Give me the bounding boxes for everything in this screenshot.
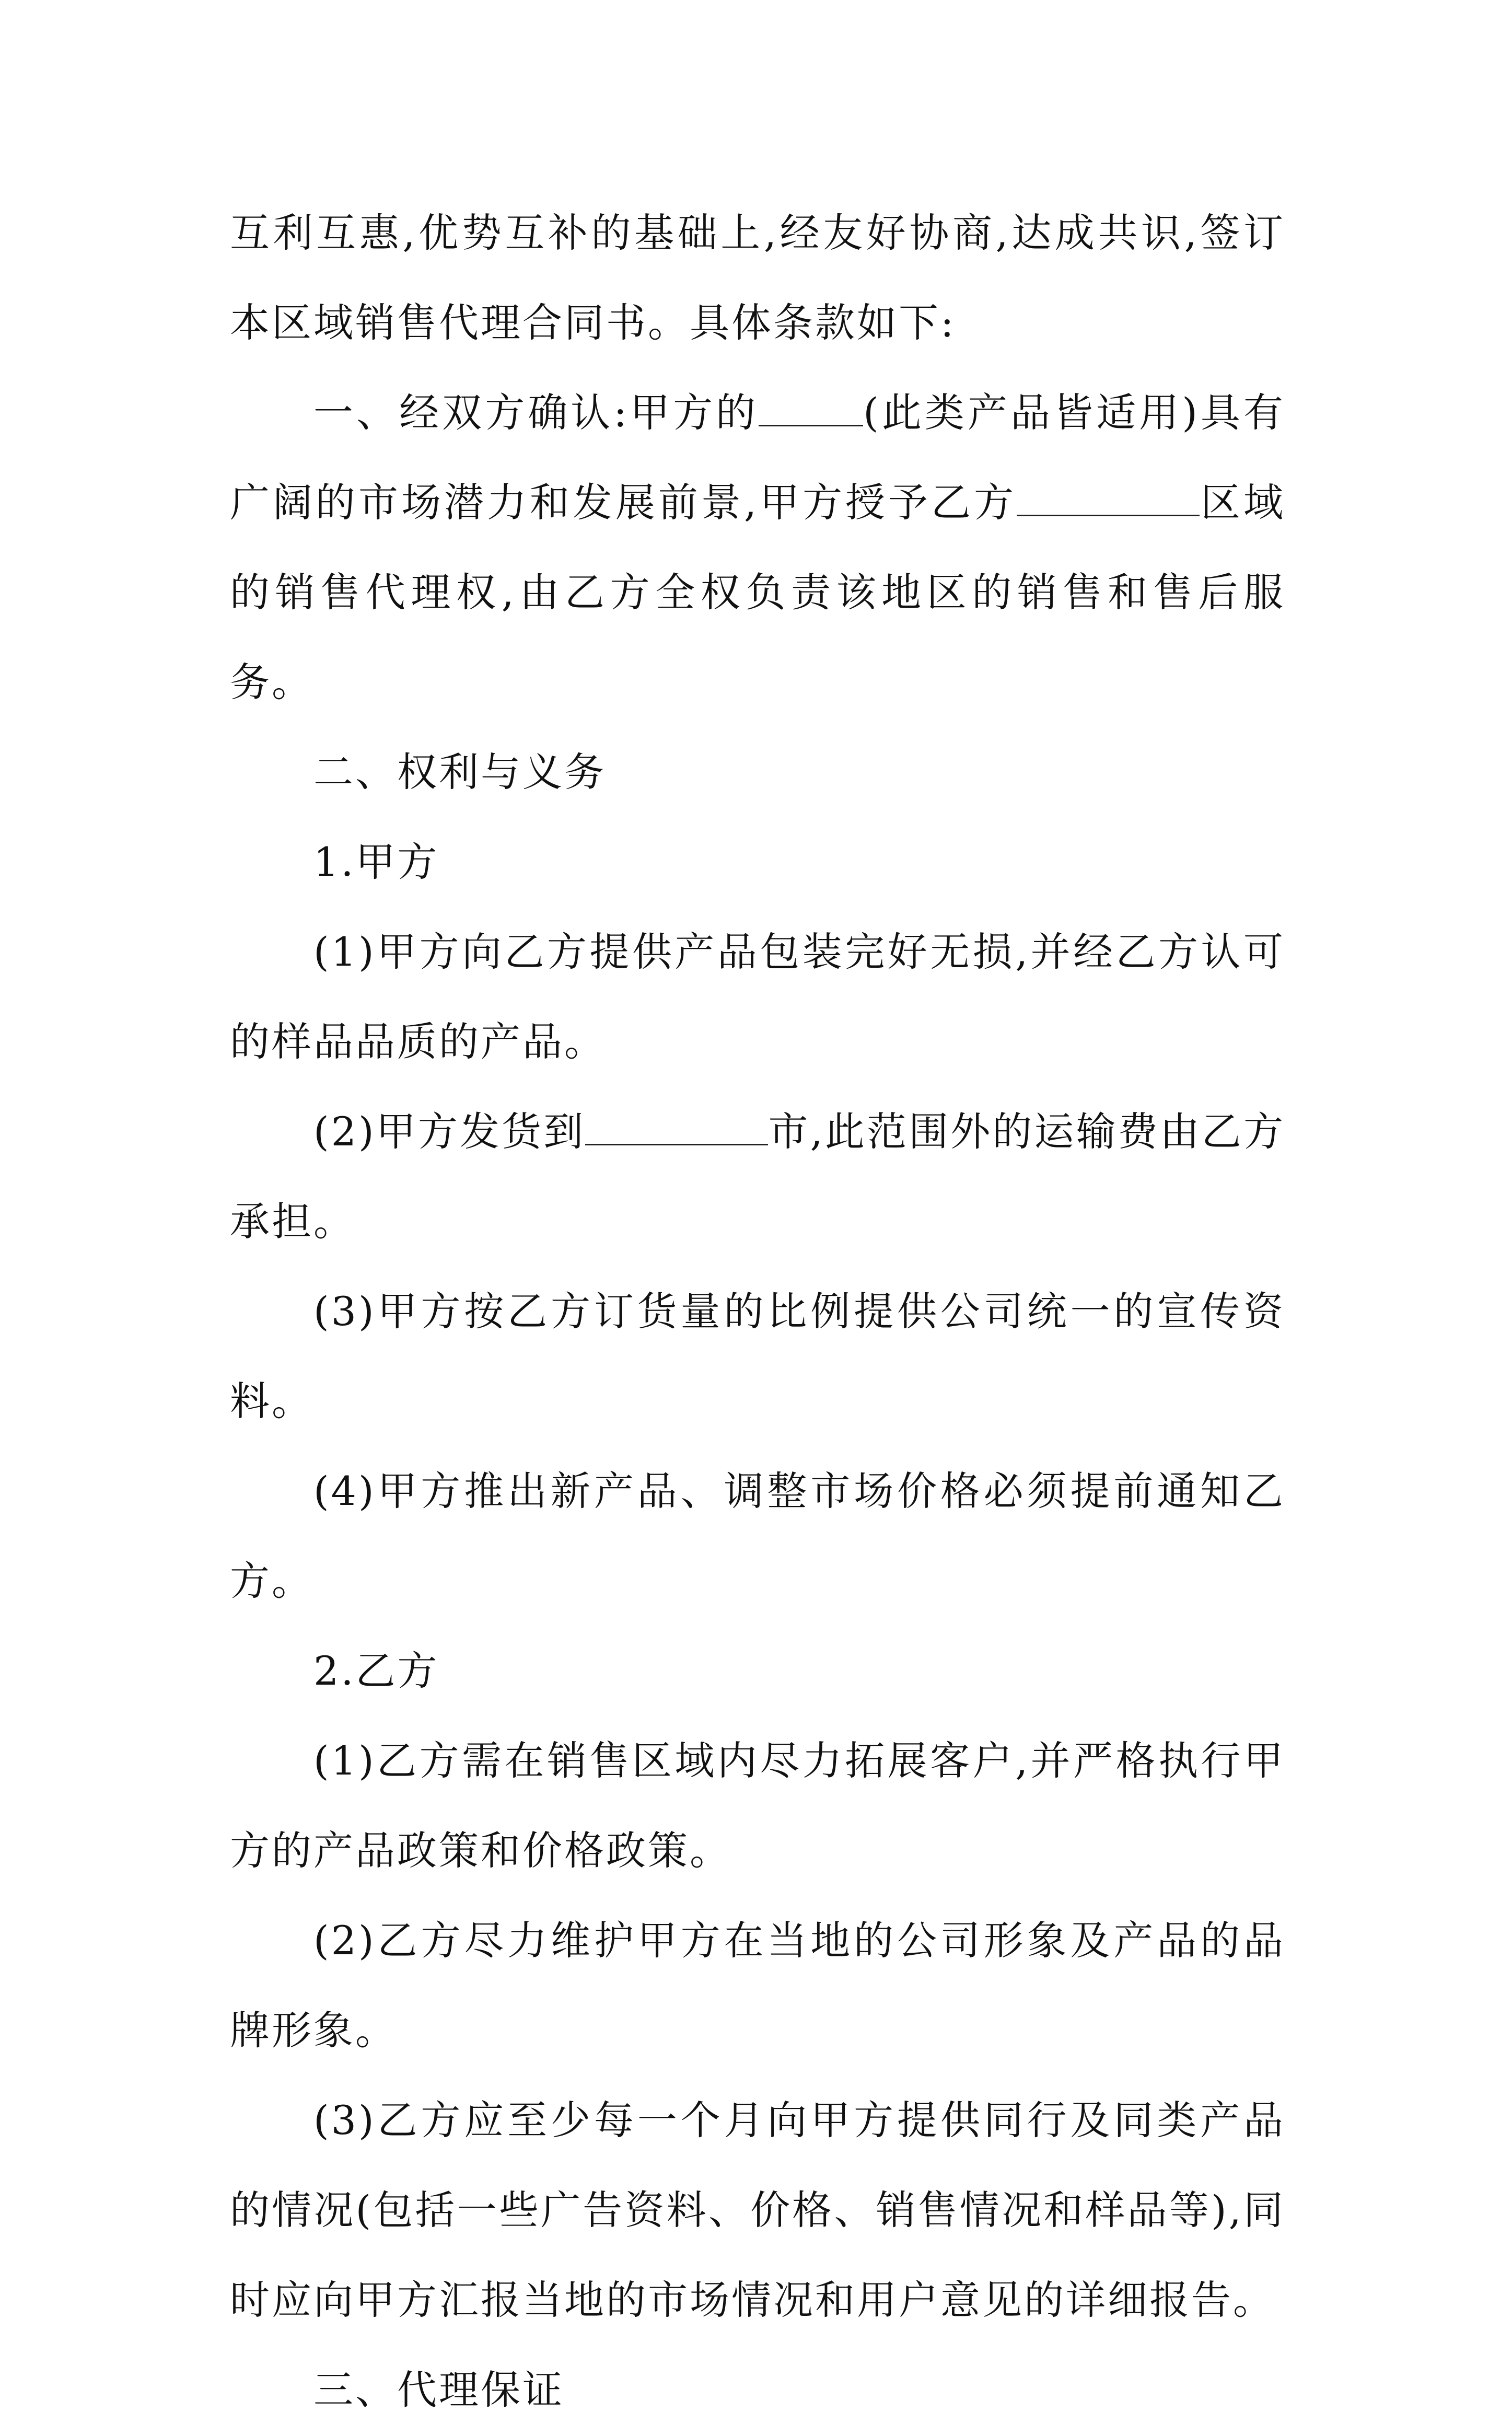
party-b-item-2: (2)乙方尽力维护甲方在当地的公司形象及产品的品牌形象。 [230, 1917, 1285, 2054]
party-a-item-2 [230, 1087, 1285, 1267]
party-b-item-1: (1)乙方需在销售区域内尽力拓展客户,并严格执行甲方的产品政策和价格政策。 [230, 1737, 1285, 1874]
paragraph-intro: 互利互惠,优势互补的基础上,经友好协商,达成共识,签订本区域销售代理合同书。具体条款如下: [230, 210, 1285, 346]
region-blank-field[interactable] [1017, 482, 1200, 516]
party-a-item-2-text-a: (2)甲方发货到 [313, 1108, 586, 1155]
party-b-item-3: (3)乙方应至少每一个月向甲方提供同行及同类产品的情况(包括一些广告资料、价格、销售情况和样品等),同时应向甲方汇报当地的市场情况和用户意见的详细报告。 [230, 2097, 1285, 2323]
paragraph-article-1 [230, 368, 1285, 727]
article-1-text-b: (此类产品皆适用)具有广阔的市场潜力和发展前景,甲方授予乙方 [230, 389, 1285, 526]
article-1-text-c: 区域的销售代理权,由乙方全权负责该地区的销售和售后服务。 [230, 479, 1285, 705]
delivery-city-blank-field[interactable] [585, 1111, 768, 1145]
product-blank-field[interactable] [759, 392, 863, 426]
heading-rights-obligations: 二、权利与义务 [313, 749, 606, 795]
subheading-party-a: 1.甲方 [313, 839, 439, 885]
subheading-party-b: 2.乙方 [313, 1648, 439, 1694]
party-a-item-1: (1)甲方向乙方提供产品包装完好无损,并经乙方认可的样品品质的产品。 [230, 929, 1285, 1065]
heading-agency-guarantee: 三、代理保证 [313, 2367, 564, 2413]
article-1-text-a: 一、经双方确认:甲方的 [313, 389, 759, 436]
contract-body [230, 188, 1285, 2435]
party-a-item-3: (3)甲方按乙方订货量的比例提供公司统一的宣传资料。 [230, 1288, 1285, 1424]
party-a-item-2-text-b: 市,此范围外的运输费由乙方承担。 [230, 1108, 1285, 1245]
party-a-item-4: (4)甲方推出新产品、调整市场价格必须提前通知乙方。 [230, 1468, 1285, 1604]
